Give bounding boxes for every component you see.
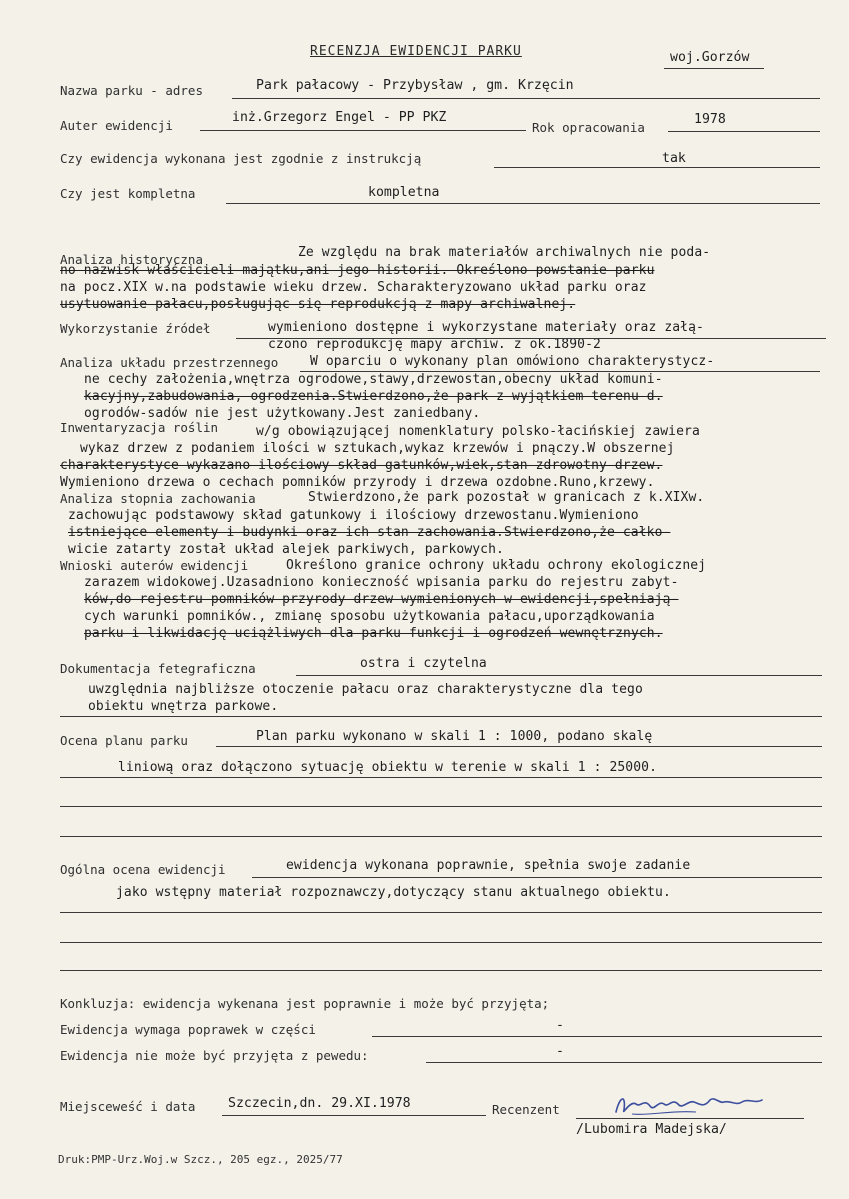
conclusion-line-2-label: Ewidencja wymaga poprawek w części (60, 1022, 316, 1037)
sources-line-1: wymieniono dostępne i wykorzystane materiały oraz załą- (268, 320, 704, 335)
plants-line-3: charakterystyce wykazano ilościowy skład gatunków,wiek,stan zdrowotny drzew. (60, 458, 663, 473)
sources-line-2: czono reprodukcję mapy archiw. z ok.1890-2 (268, 337, 601, 352)
sources-label: Wykorzystanie źródeł (60, 321, 211, 336)
preservation-line-4: wicie zatarty został układ alejek parkiwych, parkowych. (68, 542, 504, 557)
preservation-label: Analiza stopnia zachowania (60, 491, 256, 506)
sources-line-rule (236, 338, 826, 339)
print-info: Druk:PMP-Urz.Woj.w Szcz., 205 egz., 2025/77 (58, 1153, 343, 1166)
general-line-rule-2 (60, 912, 822, 913)
general-line-rule-4 (60, 970, 822, 971)
preservation-line-1: Stwierdzono,że park pozostał w granicach z k.XIXw. (308, 490, 705, 505)
signature-mark (610, 1090, 770, 1122)
general-line-rule-3 (60, 942, 822, 943)
conclusion-line-1: Konkluzja: ewidencja wykenana jest poprawnie i może być przyjęta; (60, 996, 550, 1011)
preservation-line-3: istniejące elementy i budynki oraz ich stan zachowania.Stwierdzono,że całko- (68, 525, 671, 540)
reviewer-label: Recenzent (492, 1102, 560, 1117)
historical-line-3: na pocz.XIX w.na podstawie wieku drzew. Scharakteryzowano układ parku oraz (60, 280, 647, 295)
spatial-line-2: ne cechy założenia,wnętrza ogrodowe,stawy,drzewostan,obecny układ komuni- (84, 372, 663, 387)
spatial-line-1: W oparciu o wykonany plan omówiono charakterystycz- (310, 354, 715, 369)
author-label: Auter ewidencji (60, 118, 173, 133)
complete-label: Czy jest kompletna (60, 186, 196, 201)
conclusions-label: Wnioski auterów ewidencji (60, 558, 249, 573)
general-line-2: jako wstępny materiał rozpoznawczy,dotyczący stanu aktualnego obiektu. (116, 885, 671, 900)
plants-line-4: Wymieniono drzewa o cechach pomników przyrody i drzewa ozdobne.Runo,krzewy. (60, 475, 655, 490)
park-name-value: Park pałacowy - Przybysław , gm. Krzęcin (256, 78, 574, 93)
conclusions-line-4: cych warunki pomników., zmianę sposobu użytkowania pałacu,uporządkowania (84, 609, 655, 624)
plants-line-2: wykaz drzew z podaniem ilości w sztukach,wykaz krzewów i pnączy.W obszernej (80, 441, 675, 456)
spatial-label: Analiza układu przestrzennego (60, 355, 279, 370)
voivodeship-underline (664, 68, 764, 69)
plan-line-rule-4 (60, 836, 822, 837)
author-value: inż.Grzegorz Engel - PP PKZ (232, 110, 447, 125)
place-line (222, 1115, 486, 1116)
conclusion-line-3-rule (426, 1062, 822, 1063)
author-line (200, 130, 526, 131)
year-label: Rok opracowania (532, 120, 645, 135)
instruction-value: tak (662, 151, 686, 166)
conclusions-line-2: zarazem widokowej.Uzasadniono konieczność wpisania parku do rejestru zabyt- (84, 575, 679, 590)
spatial-line-4: ogrodów-sadów nie jest użytkowany.Jest zaniedbany. (84, 406, 481, 421)
plan-label: Ocena planu parku (60, 733, 188, 748)
voivodeship: woj.Gorzów (670, 50, 750, 65)
conclusion-line-2-rule (372, 1036, 822, 1037)
complete-line (226, 203, 820, 204)
plan-line-2: liniową oraz dołączono sytuację obiektu w terenie w skali 1 : 25000. (118, 760, 658, 775)
conclusions-line-1: Określono granice ochrony układu ochrony ekologicznej (286, 558, 707, 573)
reviewer-name: /Lubomira Madejska/ (576, 1122, 727, 1137)
plan-line-rule-2 (60, 777, 822, 778)
spatial-line-rule (300, 371, 820, 372)
conclusion-line-3-label: Ewidencja nie może być przyjęta z pewedu: (60, 1048, 369, 1063)
general-line-1: ewidencja wykonana poprawnie, spełnia swoje zadanie (286, 858, 691, 873)
historical-line-1: Ze względu na brak materiałów archiwalnych nie poda- (298, 245, 711, 260)
park-name-line (232, 98, 820, 99)
general-label: Ogólna ocena ewidencji (60, 862, 226, 877)
historical-label: Analiza historyczna (60, 252, 203, 267)
conclusions-line-3: ków,do rejestru pomników przyrody drzew wymienionych w ewidencji,spełniają- (84, 592, 679, 607)
historical-line-4: usytuowanie pałacu,posługując się reprodukcją z mapy archiwalnej. (60, 297, 576, 312)
plan-line-rule-3 (60, 806, 822, 807)
photo-line-rule-1 (296, 675, 822, 676)
historical-line-2: no nazwisk właścicieli majątku,ani jego historii. Określono powstanie parku (60, 263, 655, 278)
year-value: 1978 (694, 112, 726, 127)
form-title: RECENZJA EWIDENCJI PARKU (310, 44, 522, 59)
spatial-line-3: kacyjny,zabudowania, ogrodzenia.Stwierdzono,że park z wyjątkiem terenu d. (84, 389, 663, 404)
photo-line-rule-2 (60, 716, 822, 717)
preservation-line-2: zachowując podstawowy skład gatunkowy i ilościowy drzewostanu.Wymieniono (68, 508, 639, 523)
instruction-label: Czy ewidencja wykonana jest zgodnie z instrukcją (60, 151, 422, 166)
photo-line-2: uwzględnia najbliższe otoczenie pałacu oraz charakterystyczne dla tego (88, 682, 643, 697)
general-line-rule-1 (252, 877, 822, 878)
conclusion-line-2-value: - (556, 1018, 564, 1033)
place-value: Szczecin,dn. 29.XI.1978 (228, 1096, 411, 1111)
instruction-line (494, 167, 820, 168)
place-label: Miejsceweść i data (60, 1099, 196, 1114)
complete-value: kompletna (368, 185, 440, 200)
year-line (668, 131, 820, 132)
plan-line-rule-1 (216, 746, 822, 747)
photo-label: Dokumentacja fetegraficzna (60, 661, 256, 676)
conclusions-line-5: parku i likwidację uciążliwych dla parku funkcji i ogrodzeń wewnętrznych. (84, 626, 663, 641)
plants-line-1: w/g obowiązującej nomenklatury polsko-łacińskiej zawiera (256, 424, 700, 439)
photo-line-1: ostra i czytelna (360, 656, 487, 671)
plan-line-1: Plan parku wykonano w skali 1 : 1000, podano skalę (256, 729, 653, 744)
conclusion-line-3-value: - (556, 1044, 564, 1059)
park-name-label: Nazwa parku - adres (60, 83, 203, 98)
plants-label: Inwentaryzacja roślin (60, 420, 219, 435)
photo-line-3: obiektu wnętrza parkowe. (88, 699, 279, 714)
